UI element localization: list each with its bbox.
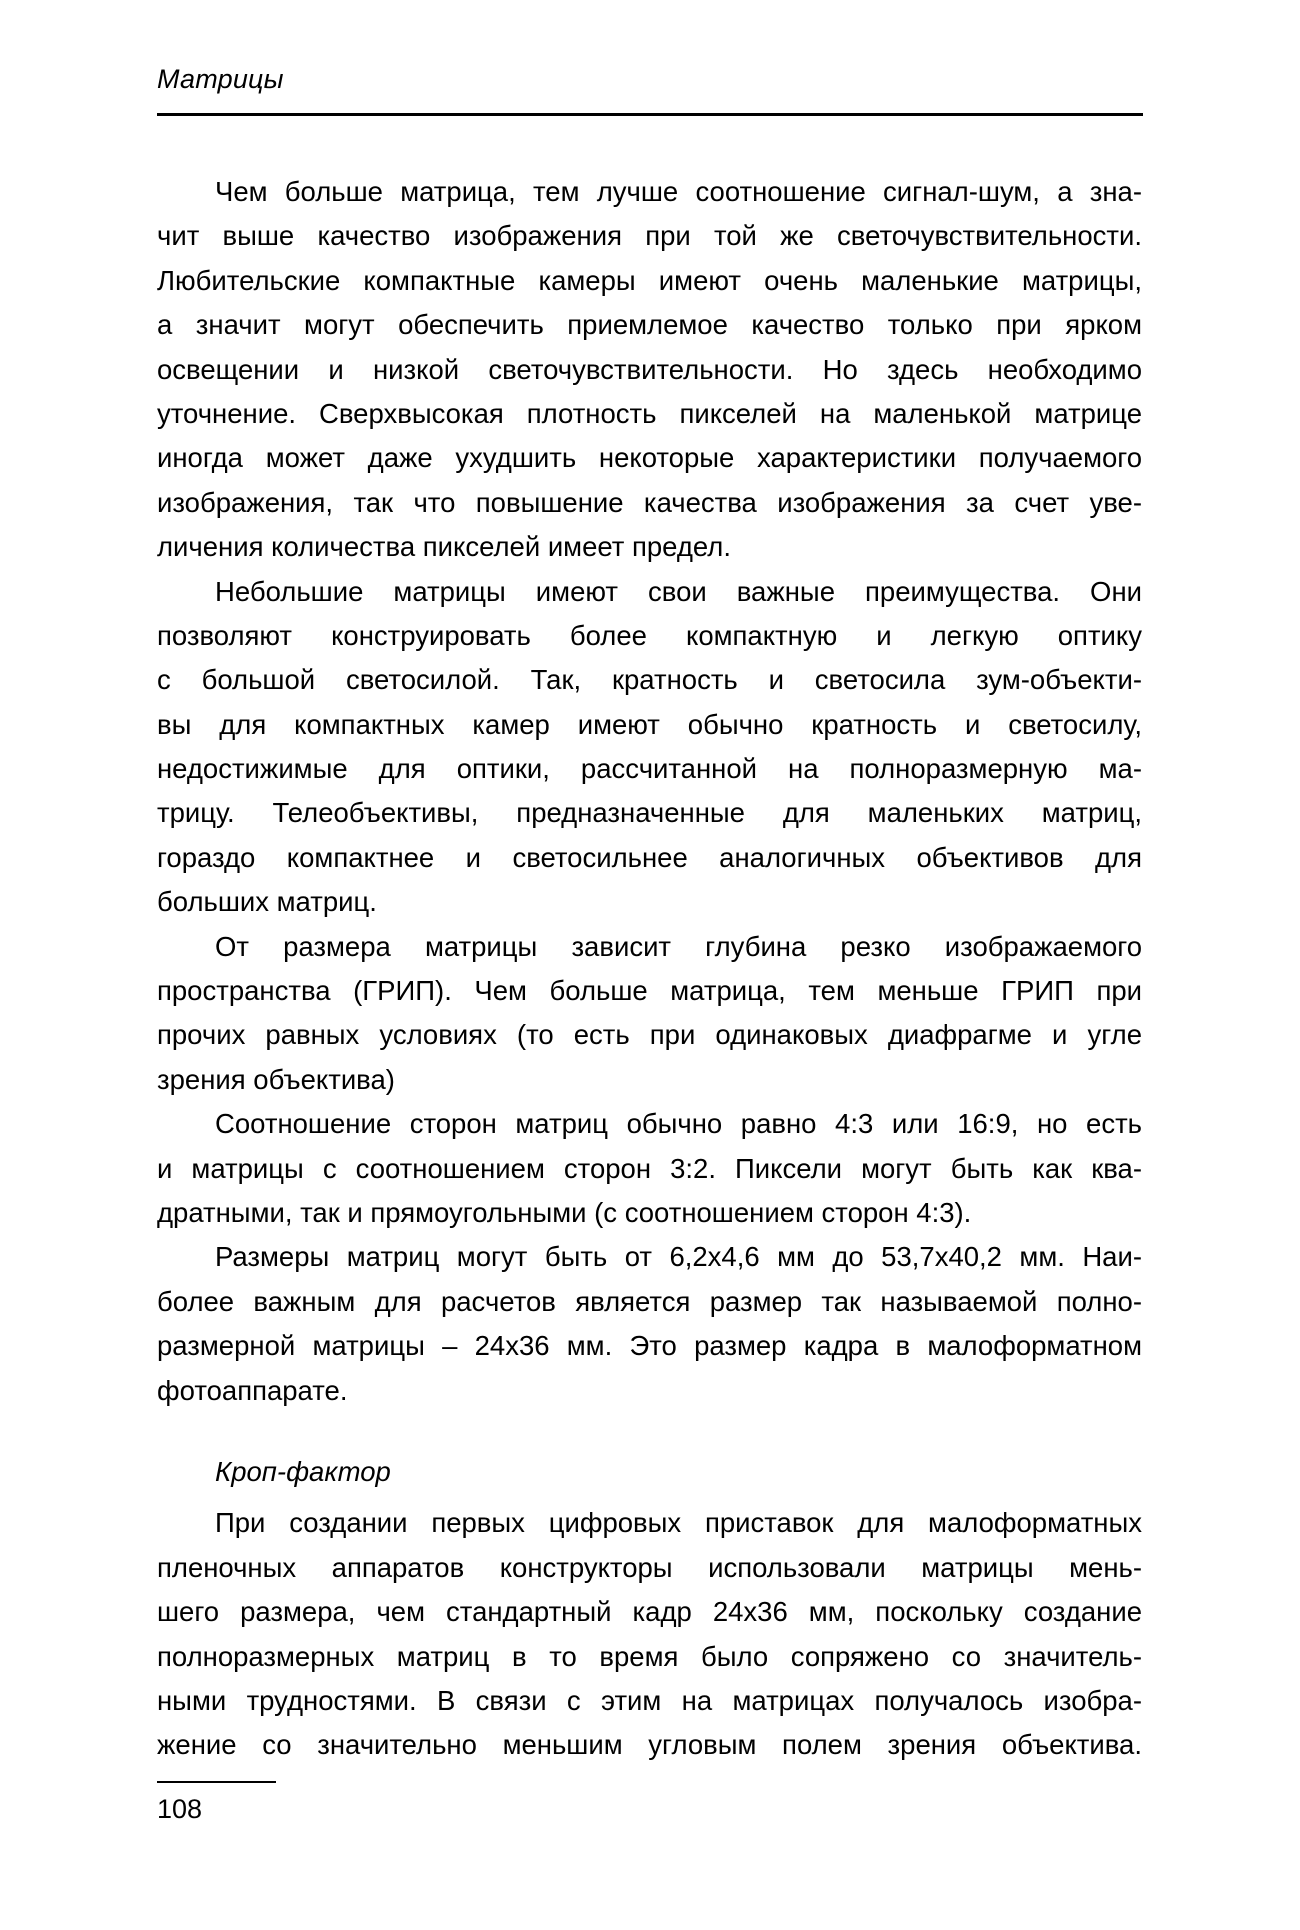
text-line: личения количества пикселей имеет предел. (157, 531, 731, 563)
text-line: недостижимые для оптики, рассчитанной на полноразмерную ма- (157, 753, 1142, 785)
text-line: Чем больше матрица, тем лучше соотношение сигнал-шум, а зна- (215, 176, 1142, 207)
text-line: гораздо компактнее и светосильнее аналогичных объективов для (157, 841, 1142, 873)
text-line: Небольшие матрицы имеют свои важные преимущества. Они (215, 575, 1142, 607)
paragraph (157, 570, 1142, 925)
header-rule (157, 113, 1143, 116)
text-line: фотоаппарате. (157, 1374, 348, 1406)
text-line: При создании первых цифровых приставок для малоформатных (215, 1507, 1142, 1539)
text-line: пространства (ГРИП). Чем больше матрица, тем меньше ГРИП при (157, 975, 1142, 1007)
section-heading: Кроп-фактор (215, 1455, 391, 1487)
text-line: освещении и низкой светочувствительности. Но здесь необходимо (157, 353, 1142, 385)
text-line: Соотношение сторон матриц обычно равно 4:3 или 16:9, но есть (215, 1108, 1142, 1140)
text-line: Любительские компактные камеры имеют очень маленькие матрицы, (157, 264, 1142, 296)
text-line: От размера матрицы зависит глубина резко изображаемого (215, 930, 1142, 962)
text-line: позволяют конструировать более компактную и легкую оптику (157, 619, 1142, 651)
text-line: чит выше качество изображения при той же светочувствительности. (157, 220, 1142, 252)
paragraph (157, 170, 1142, 570)
paragraph (157, 1235, 1142, 1413)
text-line: зрения объектива) (157, 1063, 395, 1095)
text-line: уточнение. Сверхвысокая плотность пикселей на маленькой матрице (157, 397, 1142, 429)
footer-rule (157, 1781, 276, 1783)
text-line: более важным для расчетов является размер так называемой полно- (157, 1285, 1142, 1317)
text-line: размерной матрицы – 24х36 мм. Это размер кадра в малоформатном (157, 1330, 1142, 1362)
page-body (157, 170, 1142, 1768)
text-line: вы для компактных камер имеют обычно кратность и светосилу, (157, 708, 1142, 740)
text-line: шего размера, чем стандартный кадр 24х36 мм, поскольку создание (157, 1596, 1142, 1628)
text-line: с большой светосилой. Так, кратность и светосила зум-объекти- (157, 664, 1142, 696)
paragraph (157, 1501, 1142, 1767)
paragraph (157, 1102, 1142, 1235)
text-line: и матрицы с соотношением сторон 3:2. Пиксели могут быть как ква- (157, 1152, 1142, 1184)
text-line: пленочных аппаратов конструкторы использовали матрицы мень- (157, 1551, 1142, 1583)
running-head: Матрицы (157, 64, 284, 94)
text-line: больших матриц. (157, 886, 377, 918)
paragraph (157, 925, 1142, 1103)
text-line: Размеры матриц могут быть от 6,2х4,6 мм до 53,7х40,2 мм. Наи- (215, 1241, 1142, 1273)
text-line: иногда может даже ухудшить некоторые характеристики получаемого (157, 442, 1142, 474)
text-line: жение со значительно меньшим угловым полем зрения объектива. (157, 1729, 1142, 1761)
text-line: ными трудностями. В связи с этим на матрицах получалось изобра- (157, 1684, 1142, 1716)
text-line: а значит могут обеспечить приемлемое качество только при ярком (157, 309, 1142, 341)
text-line: трицу. Телеобъективы, предназначенные для маленьких матриц, (157, 797, 1142, 829)
text-line: полноразмерных матриц в то время было сопряжено со значитель- (157, 1640, 1142, 1672)
text-line: прочих равных условиях (то есть при одинаковых диафрагме и угле (157, 1019, 1142, 1051)
text-line: изображения, так что повышение качества изображения за счет уве- (157, 486, 1142, 518)
text-line: дратными, так и прямоугольными (с соотношением сторон 4:3). (157, 1196, 972, 1228)
page-number: 108 (157, 1794, 203, 1824)
